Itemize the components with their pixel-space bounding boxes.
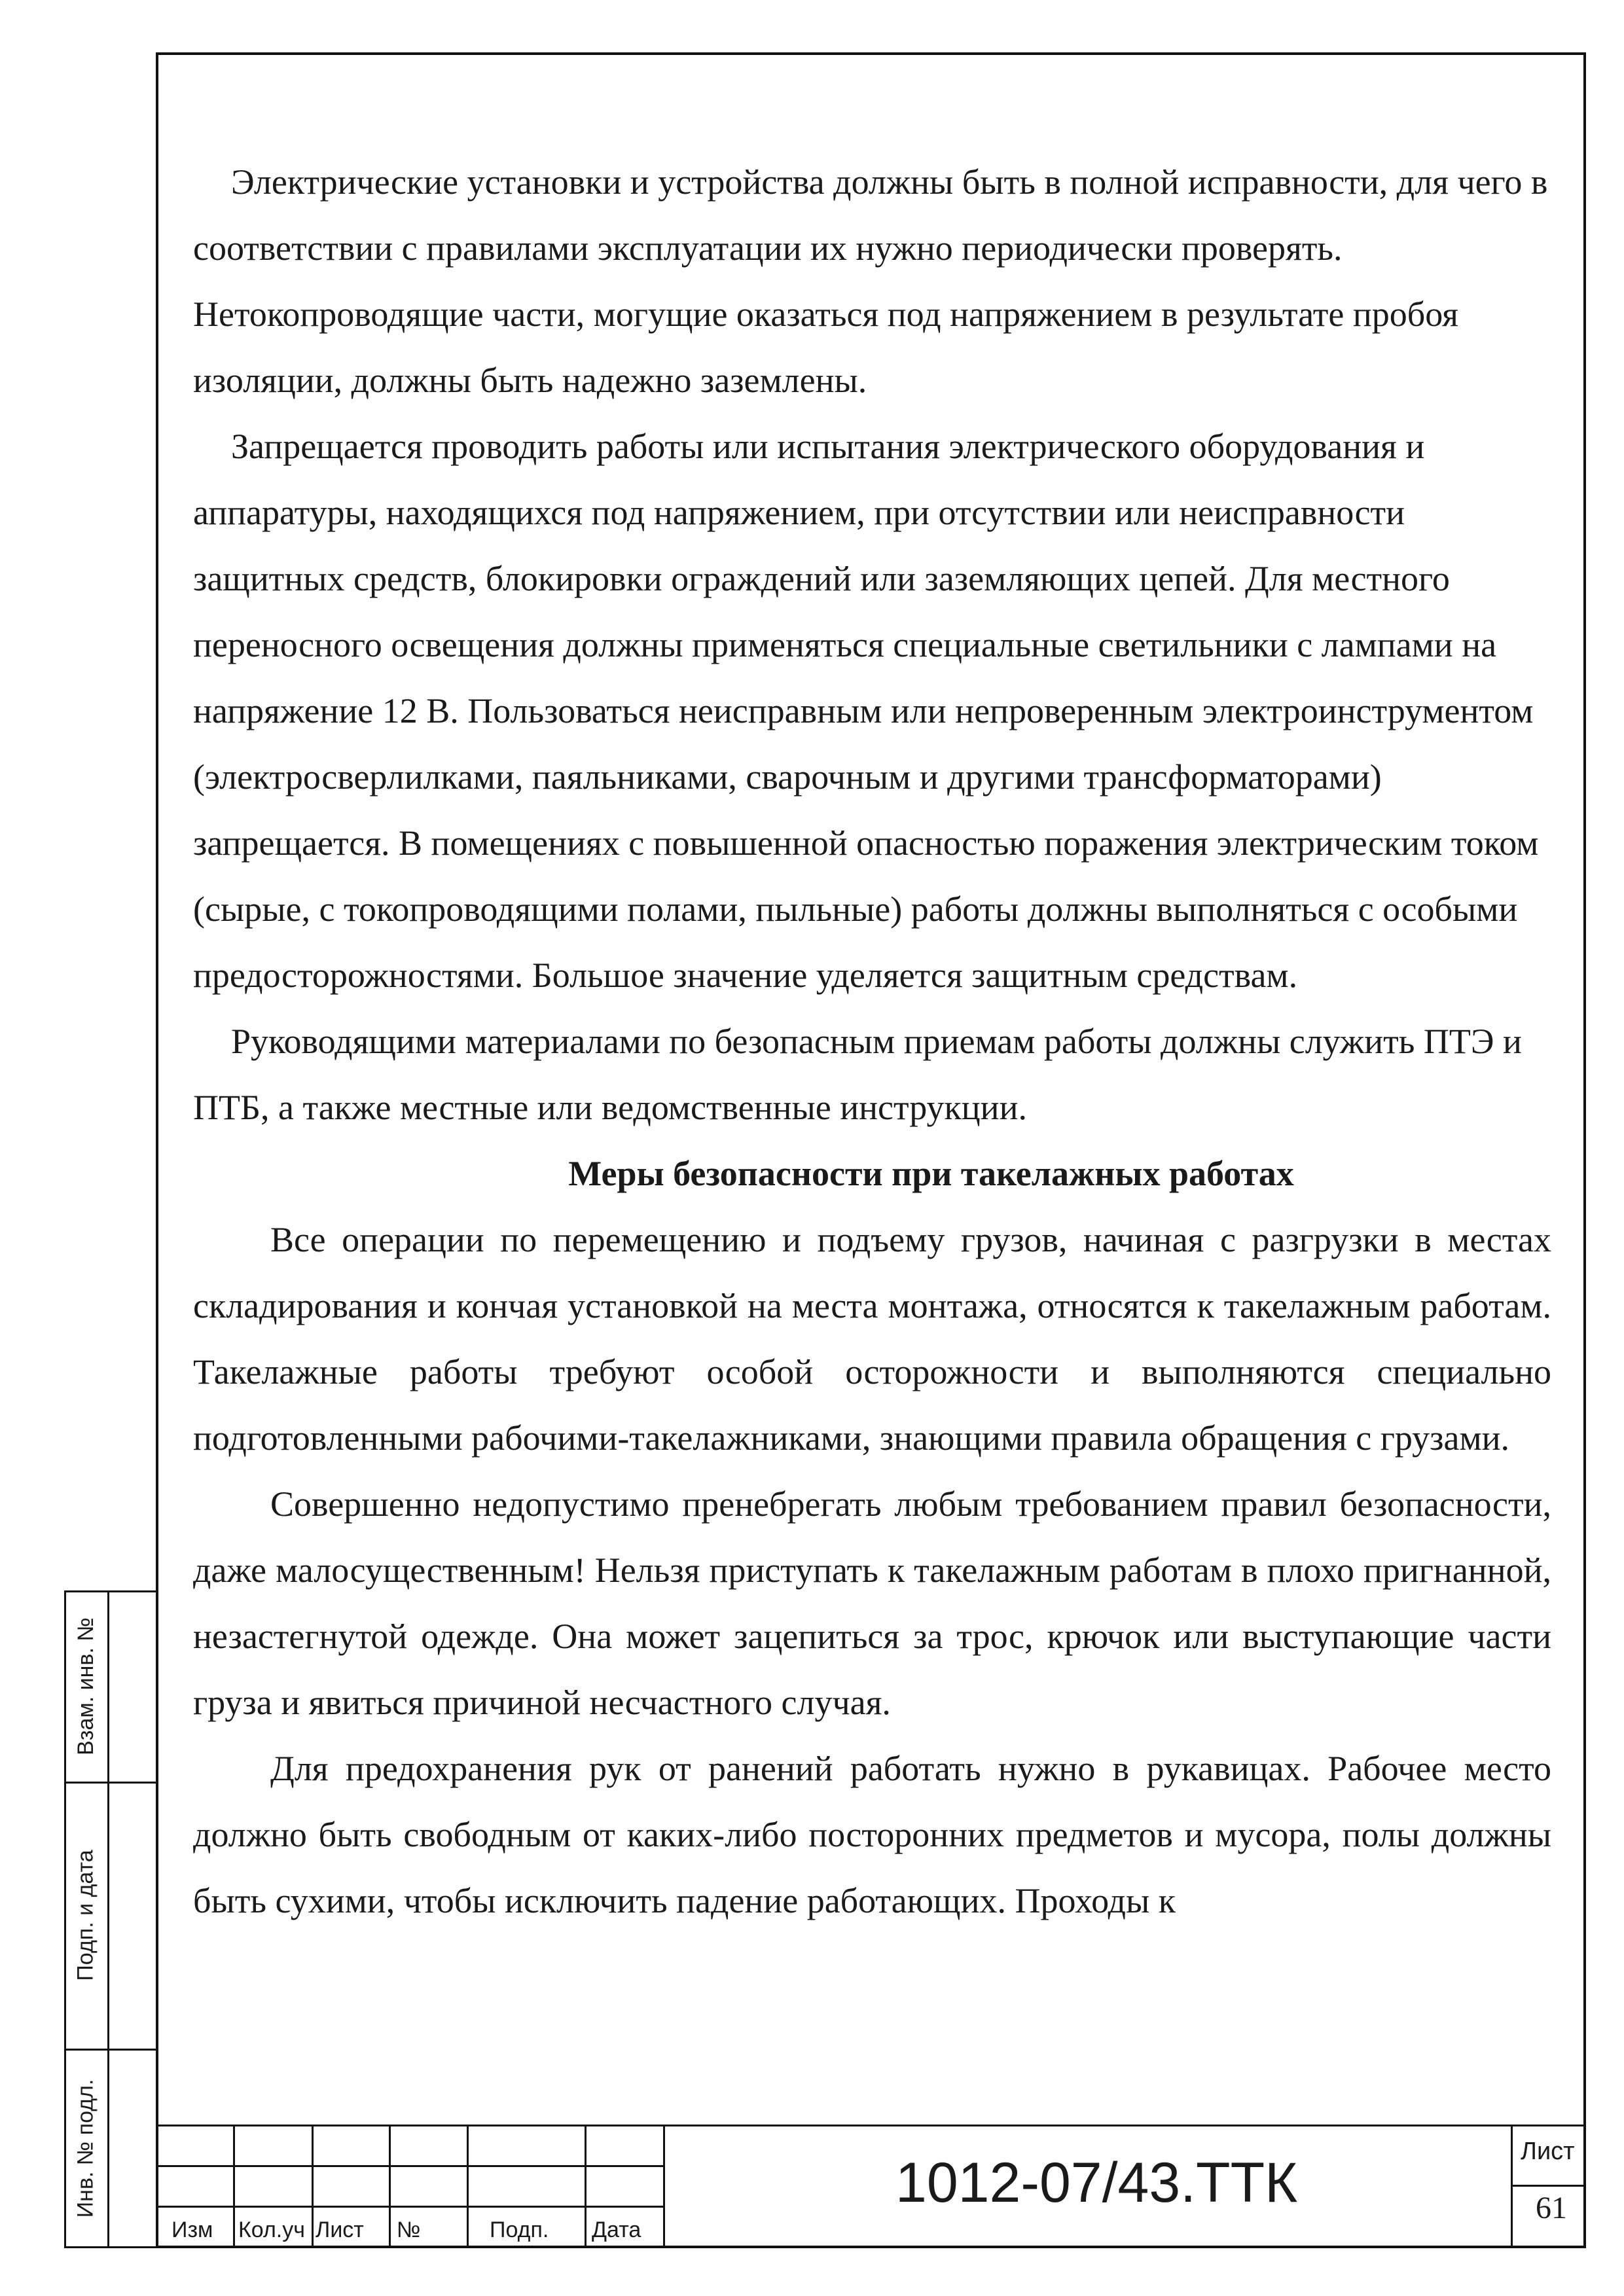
side-stamp [64, 1590, 156, 2248]
paragraph: Все операции по перемещению и подъему грузов, начиная с разгрузки в местах складирования и кончая установкой на места монтажа, относятся к такелажным работам. Такелажные работы требуют особой осторожности и выполняются специально подготовленными рабочими-такелажниками, знающими правила обращения с грузами. [193, 1220, 1551, 1458]
paragraph: Электрические установки и устройства должны быть в полной исправности, для чего в соответствии с правилами эксплуатации их нужно периодически проверять. Нетокопроводящие части, могущие оказаться под напряжением в результате пробоя изоляции, должны быть надежно заземлены. [193, 162, 1548, 400]
section-heading: Меры безопасности при такелажных работах [568, 1154, 1294, 1193]
inv-podl-label: Инв. № подл. [73, 2079, 98, 2218]
document-code: 1012-07/43.ТТК [895, 2151, 1298, 2214]
kol-uch-label: Кол.уч [238, 2217, 305, 2242]
body-text [193, 149, 1551, 1934]
izm-label: Изм [171, 2217, 213, 2242]
podp-label: Подп. [490, 2217, 549, 2242]
data-label: Дата [592, 2217, 641, 2242]
sheet-label: Лист [1521, 2138, 1575, 2165]
paragraph: Руководящими материалами по безопасным приемам работы должны служить ПТЭ и ПТБ, а также местные или ведомственные инструкции. [193, 1022, 1522, 1127]
paragraph: Запрещается проводить работы или испытания электрического оборудования и аппаратуры, находящихся под напряжением, при отсутствии или неисправности защитных средств, блокировки ограждений или заземляющих цепей. Для местного переносного освещения должны применяться специальные светильники с лампами на напряжение 12 В. Пользоваться неисправным или непроверенным электроинструментом (электросверлилками, паяльниками, сварочным и другими трансформаторами) запрещается. В помещениях с повышенной опасностью поражения электрическим током (сырые, с токопроводящими полами, пыльные) работы должны выполняться с особыми предосторожностями. Большое значение уделяется защитным средствам. [193, 427, 1539, 995]
number-label: № [397, 2217, 421, 2242]
paragraph: Для предохранения рук от ранений работать нужно в рукавицах. Рабочее место должно быть свободным от каких-либо посторонних предметов и мусора, полы должны быть сухими, чтобы исключить падение работающих. Проходы к [193, 1749, 1551, 1920]
list-label: Лист [316, 2217, 364, 2242]
paragraph: Совершенно недопустимо пренебрегать любым требованием правил безопасности, даже малосущественным! Нельзя приступать к такелажным работам в плохо пригнанной, незастегнутой одежде. Она может зацепиться за трос, крючок или выступающие части груза и явиться причиной несчастного случая. [193, 1484, 1551, 1722]
sheet-number: 61 [1536, 2191, 1567, 2225]
vzam-inv-label: Взам. инв. № [73, 1617, 98, 1755]
title-block [156, 2125, 1586, 2248]
podp-data-label: Подп. и дата [73, 1849, 98, 1981]
